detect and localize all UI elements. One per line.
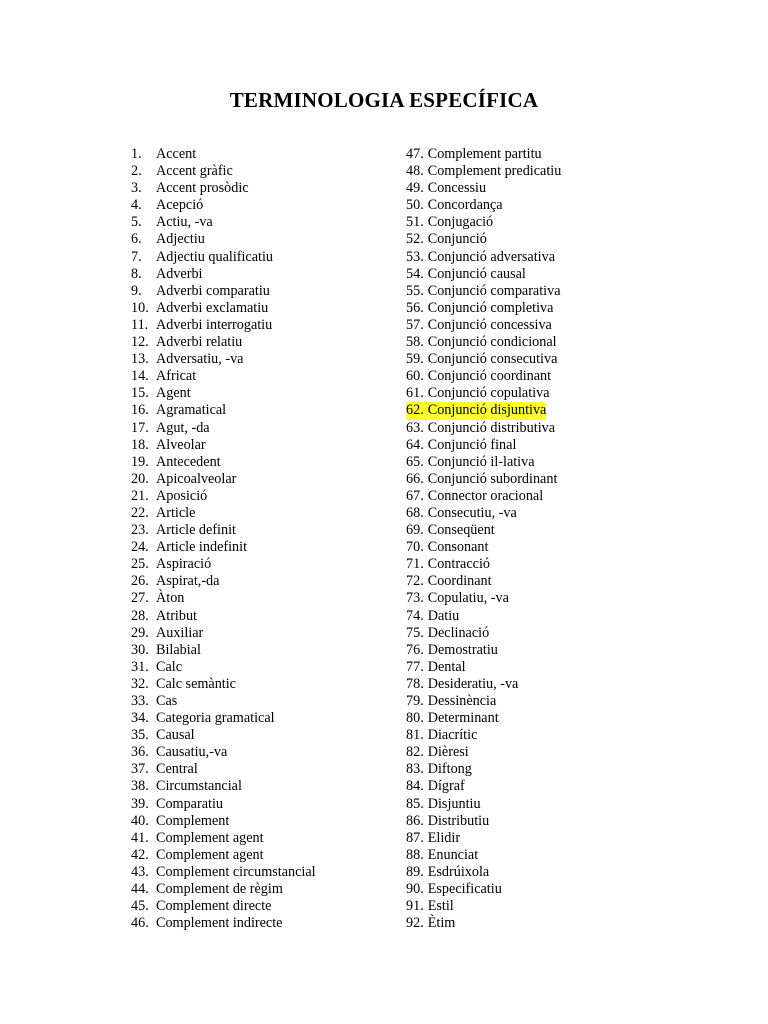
term-list-item <box>131 505 316 522</box>
term-number: 35. <box>131 727 149 744</box>
term-text: Categoria gramatical <box>156 710 275 727</box>
term-list-item <box>406 317 552 334</box>
term-list-item <box>131 231 316 248</box>
term-text: Conjunció completiva <box>427 299 554 316</box>
term-text: Dièresi <box>427 744 469 761</box>
term-list-item <box>406 266 526 283</box>
term-number: 69. <box>406 522 424 539</box>
term-number: 31. <box>131 658 149 675</box>
term-number: 68. <box>406 504 424 521</box>
term-list-item <box>406 881 502 898</box>
term-text: Adjectiu <box>156 231 205 248</box>
term-list-item <box>406 300 553 317</box>
term-list-item <box>406 898 454 915</box>
term-number: 92. <box>406 915 424 932</box>
term-text: Complement agent <box>156 846 264 863</box>
term-text: Complement directe <box>156 898 272 915</box>
term-number: 12. <box>131 334 149 351</box>
term-list-item <box>406 676 518 693</box>
term-list-item <box>406 573 492 590</box>
term-list-item <box>406 334 557 351</box>
term-list-item <box>406 847 478 864</box>
term-number: 5. <box>131 214 142 231</box>
term-list-item <box>406 915 455 932</box>
term-number: 88. <box>406 846 424 863</box>
term-number: 81. <box>406 727 424 744</box>
term-list-item <box>131 539 316 556</box>
term-number: 23. <box>131 522 149 539</box>
term-number: 47. <box>406 146 424 162</box>
term-list-item <box>131 915 316 932</box>
term-list-item <box>131 300 316 317</box>
term-text: Accent gràfic <box>156 163 233 180</box>
term-list-item <box>406 249 555 266</box>
term-number: 41. <box>131 829 149 846</box>
term-list-item <box>131 813 316 830</box>
term-text: Conjunció distributiva <box>427 419 556 436</box>
term-text: Ètim <box>427 915 456 932</box>
term-number: 77. <box>406 658 424 675</box>
term-list-item <box>406 727 477 744</box>
term-list-item <box>406 693 496 710</box>
term-text: Apicoalveolar <box>156 470 237 487</box>
term-list-item <box>406 813 489 830</box>
term-number: 25. <box>131 556 149 573</box>
term-list-item <box>131 283 316 300</box>
term-list-item <box>131 761 316 778</box>
term-list-item <box>131 881 316 898</box>
term-text: Conjunció <box>427 231 487 248</box>
term-list-item <box>131 180 316 197</box>
term-text: Especificatiu <box>427 881 502 898</box>
term-text: Demostratiu <box>427 641 498 658</box>
term-list-item <box>406 642 498 659</box>
term-list-item <box>406 231 487 248</box>
term-number: 87. <box>406 829 424 846</box>
term-list-item <box>131 744 316 761</box>
term-text: Conjunció condicional <box>427 334 557 351</box>
term-text: Desideratiu, -va <box>427 675 519 692</box>
term-text: Concessiu <box>427 180 487 197</box>
term-number: 15. <box>131 385 149 402</box>
term-text: Adverbi <box>156 265 203 282</box>
term-list-item <box>406 625 489 642</box>
term-number: 75. <box>406 624 424 641</box>
term-text: Datiu <box>427 607 460 624</box>
term-text: Calc semàntic <box>156 675 236 692</box>
term-list-item <box>406 146 542 163</box>
term-number: 20. <box>131 470 149 487</box>
term-list-item <box>406 385 550 402</box>
term-list-item <box>406 420 555 437</box>
term-number: 27. <box>131 590 149 607</box>
term-list-item <box>131 163 316 180</box>
term-list-item <box>131 351 316 368</box>
term-text: Adversatiu, -va <box>156 351 244 368</box>
term-text: Diacrític <box>427 727 478 744</box>
term-number: 63. <box>406 419 424 436</box>
term-text: Conjunció comparativa <box>427 282 561 299</box>
term-number: 70. <box>406 539 424 556</box>
term-list-right <box>406 146 561 932</box>
page-title: TERMINOLOGIA ESPECÍFICA <box>229 88 539 112</box>
term-list-item <box>406 488 543 505</box>
term-list-item <box>131 796 316 813</box>
term-list-item <box>406 368 551 385</box>
term-number: 17. <box>131 419 149 436</box>
term-text: Accent <box>156 146 197 162</box>
term-text: Esdrúixola <box>427 863 490 880</box>
term-list-item <box>131 573 316 590</box>
term-text: Adverbi comparatiu <box>156 282 270 299</box>
term-number: 48. <box>406 163 424 180</box>
term-list-item <box>406 522 495 539</box>
term-list-item <box>406 163 561 180</box>
term-text: Antecedent <box>156 453 221 470</box>
term-list-item <box>131 659 316 676</box>
term-text: Accent prosòdic <box>156 180 249 197</box>
term-number: 30. <box>131 641 149 658</box>
term-list-item <box>406 556 490 573</box>
term-number: 60. <box>406 368 424 385</box>
term-list-item <box>131 778 316 795</box>
term-text: Auxiliar <box>156 624 204 641</box>
term-text: Conjunció coordinant <box>427 368 552 385</box>
term-list-item <box>406 590 509 607</box>
term-text: Connector oracional <box>427 487 544 504</box>
term-number: 36. <box>131 744 149 761</box>
term-number: 89. <box>406 863 424 880</box>
term-text: Comparatiu <box>156 795 223 812</box>
term-text: Distributiu <box>427 812 490 829</box>
term-list-item <box>131 317 316 334</box>
term-text: Alveolar <box>156 436 206 453</box>
term-text: Estil <box>427 898 454 915</box>
term-text: Concordança <box>427 197 503 214</box>
term-number: 54. <box>406 265 424 282</box>
term-number: 82. <box>406 744 424 761</box>
term-list-item <box>131 727 316 744</box>
term-number: 21. <box>131 487 149 504</box>
term-text: Dessinència <box>427 693 497 709</box>
term-number: 16. <box>131 402 149 419</box>
term-number: 59. <box>406 351 424 368</box>
term-number: 49. <box>406 180 424 197</box>
term-number: 6. <box>131 231 142 248</box>
term-number: 26. <box>131 573 149 590</box>
term-text: Conjunció subordinant <box>427 470 558 487</box>
term-number: 38. <box>131 778 149 795</box>
term-text: Declinació <box>427 624 490 641</box>
term-list-item <box>131 642 316 659</box>
term-number: 90. <box>406 881 424 898</box>
term-list-item <box>406 539 488 556</box>
term-list-item <box>131 368 316 385</box>
term-list-item <box>406 351 557 368</box>
term-list-item <box>406 214 493 231</box>
term-number: 43. <box>131 863 149 880</box>
term-number: 11. <box>131 316 149 333</box>
term-list-item <box>131 249 316 266</box>
term-text: Enunciat <box>427 846 479 863</box>
term-number: 52. <box>406 231 424 248</box>
term-number: 45. <box>131 898 149 915</box>
term-number: 83. <box>406 761 424 778</box>
term-list-item <box>131 830 316 847</box>
term-number: 72. <box>406 573 424 590</box>
term-text: Acepció <box>156 197 204 214</box>
term-list-item <box>406 659 466 676</box>
term-list-item <box>131 590 316 607</box>
term-text: Adjectiu qualificatiu <box>156 248 274 265</box>
term-number: 9. <box>131 282 142 299</box>
highlighted-term-list-item <box>406 402 546 419</box>
term-text: Determinant <box>427 710 499 727</box>
term-text: Conjugació <box>427 214 494 231</box>
term-number: 76. <box>406 641 424 658</box>
term-text: Central <box>156 761 198 778</box>
term-text: Causal <box>156 727 195 744</box>
term-text: Consonant <box>427 539 489 556</box>
term-text: Complement circumstancial <box>156 863 316 880</box>
term-list-item <box>406 830 460 847</box>
term-text: Adverbi relatiu <box>156 334 243 351</box>
term-text: Atribut <box>156 607 197 624</box>
term-number: 61. <box>406 385 424 402</box>
term-text: Conjunció concessiva <box>427 316 552 333</box>
term-text: Africat <box>156 368 197 385</box>
term-text: Complement <box>156 812 230 829</box>
term-list-item <box>131 420 316 437</box>
term-list-item <box>131 437 316 454</box>
term-list-item <box>131 608 316 625</box>
term-text: Cas <box>156 693 178 709</box>
term-number: 39. <box>131 795 149 812</box>
term-number: 22. <box>131 504 149 521</box>
term-text: Agramatical <box>156 402 227 419</box>
term-number: 14. <box>131 368 149 385</box>
term-number: 73. <box>406 590 424 607</box>
term-list-item <box>406 710 499 727</box>
term-list-item <box>406 471 557 488</box>
term-text: Dígraf <box>427 778 465 795</box>
term-text: Complement de règim <box>156 881 283 898</box>
term-list-item <box>406 761 472 778</box>
term-list-item <box>406 608 459 625</box>
term-number: 19. <box>131 453 149 470</box>
term-number: 7. <box>131 248 142 265</box>
term-list-item <box>131 488 316 505</box>
term-list-item <box>406 180 486 197</box>
term-number: 55. <box>406 282 424 299</box>
term-number: 50. <box>406 197 424 214</box>
term-list-item <box>406 744 469 761</box>
term-text: Complement predicatiu <box>427 163 562 180</box>
term-number: 13. <box>131 351 149 368</box>
term-number: 64. <box>406 436 424 453</box>
term-list-item <box>131 266 316 283</box>
term-text: Aspiració <box>156 556 212 573</box>
term-text: Conjunció causal <box>427 265 526 282</box>
term-number: 65. <box>406 453 424 470</box>
term-number: 62. <box>406 402 424 419</box>
term-number: 66. <box>406 470 424 487</box>
term-number: 8. <box>131 265 142 282</box>
term-text: Actiu, -va <box>156 214 213 231</box>
term-text: Disjuntiu <box>427 795 481 812</box>
term-number: 37. <box>131 761 149 778</box>
term-number: 28. <box>131 607 149 624</box>
term-text: Adverbi exclamatiu <box>156 299 269 316</box>
term-text: Contracció <box>427 556 490 573</box>
term-list-left <box>131 146 316 932</box>
term-text: Agut, -da <box>156 419 210 436</box>
term-list-item <box>131 454 316 471</box>
term-text: Complement indirecte <box>156 915 283 932</box>
term-text: Diftong <box>427 761 472 778</box>
term-list-item <box>131 556 316 573</box>
term-number: 1. <box>131 146 142 162</box>
term-list-item <box>131 710 316 727</box>
term-number: 44. <box>131 881 149 898</box>
term-number: 85. <box>406 795 424 812</box>
term-text: Conjunció disjuntiva <box>427 402 547 419</box>
term-number: 18. <box>131 436 149 453</box>
term-list-item <box>131 471 316 488</box>
term-list-item <box>406 454 535 471</box>
term-text: Àton <box>156 590 185 607</box>
term-number: 86. <box>406 812 424 829</box>
term-number: 80. <box>406 710 424 727</box>
term-list-item <box>406 796 481 813</box>
term-text: Agent <box>156 385 191 402</box>
term-text: Aposició <box>156 487 208 504</box>
term-number: 58. <box>406 334 424 351</box>
term-list-item <box>131 197 316 214</box>
term-text: Conjunció consecutiva <box>427 351 558 368</box>
term-number: 46. <box>131 915 149 932</box>
term-list-item <box>131 693 316 710</box>
term-number: 4. <box>131 197 142 214</box>
term-number: 42. <box>131 846 149 863</box>
term-list-item <box>131 847 316 864</box>
term-list-item <box>406 437 516 454</box>
term-text: Conseqüent <box>427 522 495 539</box>
term-text: Calc <box>156 658 182 675</box>
term-text: Circumstancial <box>156 778 242 795</box>
term-number: 10. <box>131 299 149 316</box>
term-number: 84. <box>406 778 424 795</box>
term-text: Complement agent <box>156 829 264 846</box>
term-number: 56. <box>406 299 424 316</box>
term-list-item <box>131 334 316 351</box>
term-number: 79. <box>406 693 424 709</box>
term-number: 29. <box>131 624 149 641</box>
term-list-item <box>131 385 316 402</box>
term-number: 74. <box>406 607 424 624</box>
term-number: 51. <box>406 214 424 231</box>
term-text: Conjunció copulativa <box>427 385 550 402</box>
term-number: 91. <box>406 898 424 915</box>
term-text: Dental <box>427 658 466 675</box>
term-text: Article indefinit <box>156 539 248 556</box>
term-list-item <box>131 898 316 915</box>
term-text: Copulatiu, -va <box>427 590 509 607</box>
term-list-item <box>131 146 316 163</box>
term-text: Article <box>156 504 196 521</box>
term-text: Complement partitu <box>427 146 542 162</box>
term-list-item <box>131 402 316 419</box>
term-list-item <box>131 676 316 693</box>
term-number: 57. <box>406 316 424 333</box>
term-number: 67. <box>406 487 424 504</box>
term-number: 53. <box>406 248 424 265</box>
term-text: Causatiu,-va <box>156 744 228 761</box>
term-list-item <box>406 283 561 300</box>
term-number: 3. <box>131 180 142 197</box>
term-text: Conjunció final <box>427 436 517 453</box>
term-number: 71. <box>406 556 424 573</box>
term-list-item <box>131 625 316 642</box>
term-number: 32. <box>131 675 149 692</box>
term-list-item <box>131 214 316 231</box>
term-number: 40. <box>131 812 149 829</box>
term-list-item <box>406 505 517 522</box>
term-text: Article definit <box>156 522 236 539</box>
term-text: Elidir <box>427 829 461 846</box>
term-number: 33. <box>131 693 149 709</box>
term-text: Consecutiu, -va <box>427 504 517 521</box>
term-list-item <box>406 864 489 881</box>
term-list-item <box>406 778 465 795</box>
term-number: 24. <box>131 539 149 556</box>
term-text: Conjunció il-lativa <box>427 453 535 470</box>
term-text: Coordinant <box>427 573 492 590</box>
term-text: Aspirat,-da <box>156 573 220 590</box>
term-list-item <box>406 197 503 214</box>
term-text: Conjunció adversativa <box>427 248 555 265</box>
term-list-item <box>131 522 316 539</box>
term-text: Adverbi interrogatiu <box>156 316 273 333</box>
term-number: 34. <box>131 710 149 727</box>
term-number: 78. <box>406 675 424 692</box>
term-text: Bilabial <box>156 641 201 658</box>
term-list-item <box>131 864 316 881</box>
term-number: 2. <box>131 163 142 180</box>
